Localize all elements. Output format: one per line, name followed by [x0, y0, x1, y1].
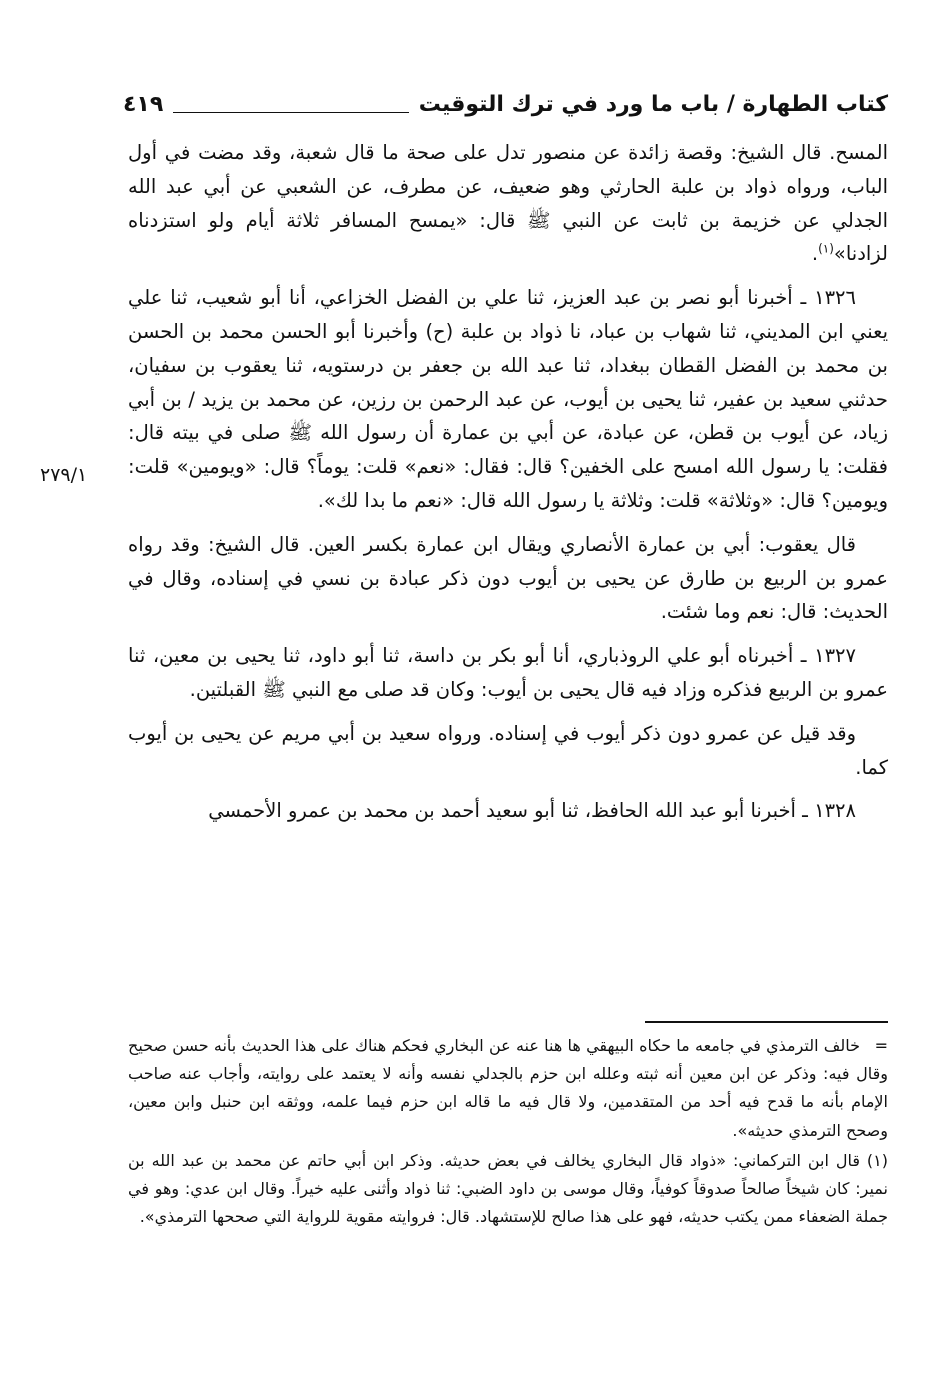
page-number: ٤١٩: [123, 92, 164, 117]
margin-reference: ٢٧٩/١: [40, 464, 88, 486]
footnote-1: [128, 1147, 888, 1232]
footnote-marker: (١): [866, 1150, 888, 1170]
paragraph-3: قال يعقوب: أبي بن عمارة الأنصاري ويقال ابن عمارة بكسر العين. قال الشيخ: وقد رواه عمرو بن الربيع بن طارق عن يحيى بن أيوب دون ذكر عبادة بن نسي في إسناده، وقال في الحديث: قال: نعم وما شئت.: [128, 532, 888, 624]
paragraph-6: ١٣٢٨ ـ أخبرنا أبو عبد الله الحافظ، ثنا أبو سعيد أحمد بن محمد بن عمرو الأحمسي: [208, 799, 856, 823]
header-title: كتاب الطهارة / باب ما ورد في ترك التوقيت: [418, 92, 888, 117]
paragraph-4: ١٣٢٧ ـ أخبرناه أبو علي الروذباري، أنا أبو بكر بن داسة، ثنا أبو داود، ثنا يحيى بن معين، ثنا عمرو بن الربيع فذكره وزاد فيه قال يحيى بن أيوب: وكان قد صلى مع النبي ﷺ القبلتين.: [128, 644, 888, 701]
footnotes: [128, 1032, 888, 1233]
paragraph-1: المسح. قال الشيخ: وقصة زائدة عن منصور تدل على صحة ما قال شعبة، وقد مضت في أول الباب، ورواه ذواد بن علبة الحارثي وهو ضعيف، عن مطرف، عن الشعبي عن أبي عبد الله الجدلي عن خزيمة بن ثابت عن النبي ﷺ قال: «يمسح المسافر ثلاثة أيام ولو استزدناه لزادنا»$^{(١)}$.: [128, 141, 888, 266]
footnote-separator: [645, 1021, 888, 1023]
footnote-text: خالف الترمذي في جامعه ما حكاه البيهقي ها هنا عنه عن البخاري فحكم هناك على هذا الحديث بأنه حسن صحيح وقال فيه: وذكر عن ابن معين أنه ثبته وعلله ابن حزم بالجدلي نفسه وأنه لا يعتمد على روايته، وأجاب عنه صاحب الإمام بأنه ما قدح فيه أحد من المتقدمين، ولا قال فيه ما قاله ابن حزم فيما علمه، ووثقه ابن حنبل وابن معين، وصحح الترمذي حديثه».: [128, 1036, 888, 1140]
footnote-text: قال ابن التركماني: «ذواد قال البخاري يخالف في بعض حديثه. وذكر ابن أبي حاتم عن محمد بن عبد الله بن نمير: كان شيخاً صالحاً صدوقاً كوفياً، وقال موسى بن داود الضبي: ثنا ذواد وأثنى عليه خيراً. وقال ابن عدي: وهو في جملة الضعفاء ممن يكتب حديثه، فهو على هذا صالح للإستشهاد. قال: فروايته مقوية للرواية التي صححها الترمذي».: [128, 1150, 888, 1227]
paragraph-5: وقد قيل عن عمرو دون ذكر أيوب في إسناده. ورواه سعيد بن أبي مريم عن يحيى بن أيوب كما.: [128, 721, 888, 779]
footnote-reference: (١): [818, 241, 834, 256]
paragraph-2: ١٣٢٦ ـ أخبرنا أبو نصر بن عبد العزيز، ثنا علي بن الفضل الخزاعي، أنا أبو شعيب، ثنا علي يعني ابن المديني، ثنا شهاب بن عباد، نا ذواد بن علبة (ح) وأخبرنا أبو الحسن محمد بن الحسن بن محمد بن الفضل القطان ببغداد، ثنا عبد الله بن جعفر بن درستويه، ثنا يعقوب بن سفيان، حدثني سعيد بن عفير، ثنا يحيى بن أيوب، عن عبد الرحمن بن رزين، عن محمد بن يزيد / بن أبي زياد، عن أيوب بن قطن، عن عبادة، عن أبي بن عمارة أن رسول الله ﷺ صلى في بيته قال: فقلت: يا رسول الله امسح على الخفين؟ قال: فقال: «نعم» قلت: يوماً؟ قال: «ويومين» قلت: ويومين؟ قال: «وثلاثة» قلت: وثلاثة يا رسول الله قال: «نعم ما بدا لك».: [128, 286, 888, 512]
running-header: [123, 84, 888, 118]
header-rule: [173, 112, 408, 113]
footnote-marker: =: [874, 1036, 888, 1055]
footnote-continued: [128, 1032, 888, 1145]
paragraph-1-text: المسح. قال الشيخ: وقصة زائدة عن منصور تدل على صحة ما قال شعبة، وقد مضت في أول الباب، ورواه ذواد بن علبة الحارثي وهو ضعيف، عن مطرف، عن الشعبي عن أبي عبد الله الجدلي عن خزيمة بن ثابت عن النبي ﷺ قال: «يمسح المسافر ثلاثة أيام ولو استزدناه لزادنا»: [128, 141, 888, 266]
main-text: [128, 136, 888, 838]
